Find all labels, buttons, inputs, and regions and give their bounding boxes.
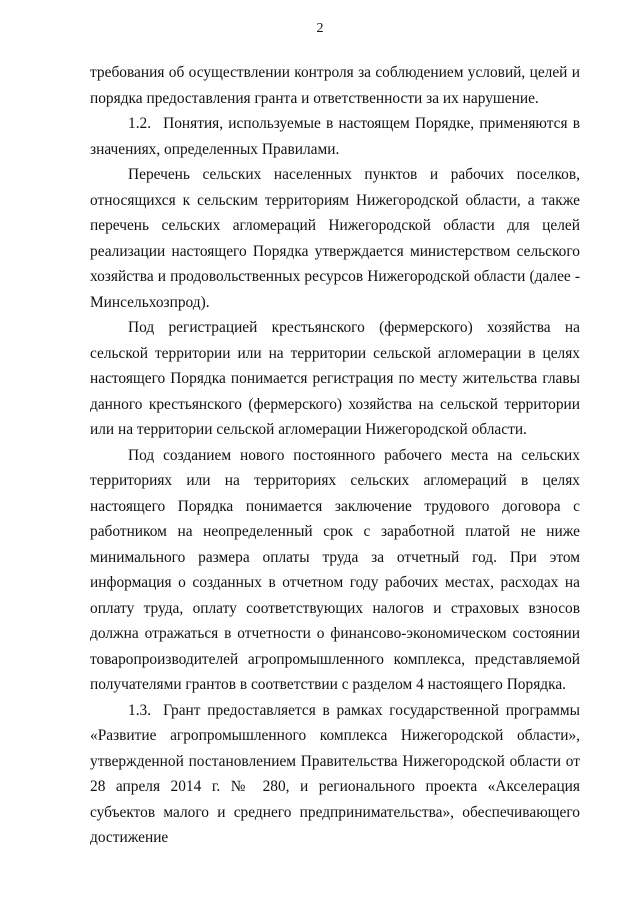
paragraph-1-2: [90, 111, 580, 162]
paragraph-continuation: требования об осуществлении контроля за соблюдением условий, целей и порядка предоставления гранта и ответственности за их нарушение.: [90, 64, 580, 107]
document-body: [90, 60, 580, 851]
paragraph-new-workplace: Под созданием нового постоянного рабочего места на сельских территориях или на территориях сельских агломераций в целях настоящего Порядка понимается заключение трудового договора с работником на неопределенный срок с заработной платой не ниже минимального размера оплаты труда за отчетный год. При этом информация о созданных в отчетном году рабочих местах, расходах на оплату труда, оплату соответствующих налогов и страховых взносов должна отражаться в отчетности о финансово-экономическом состоянии товаропроизводителей агропромышленного комплекса, представляемой получателями грантов в соответствии с разделом 4 настоящего Порядка.: [90, 446, 580, 693]
clause-text: Грант предоставляется в рамках государственной программы «Развитие агропромышленного комплекса Нижегородской области», утвержденной постановлением Правительства Нижегородской области от 28 апреля 2014 г. № 280, и регионального проекта «Акселерация субъектов малого и среднего предпринимательства», обеспечивающего достижение: [90, 701, 580, 846]
clause-number: 1.3.: [128, 701, 152, 719]
paragraph-1-3: [90, 698, 580, 851]
clause-number: 1.2.: [128, 115, 152, 132]
clause-text: Понятия, используемые в настоящем Порядке, применяются в значениях, определенных Правилами.: [90, 115, 580, 158]
page-number: 2: [316, 21, 324, 36]
paragraph-settlements-list: Перечень сельских населенных пунктов и рабочих поселков, относящихся к сельским территориям Нижегородской области, а также перечень сельских агломераций Нижегородской области для целей реализации настоящего Порядка утверждается министерством сельского хозяйства и продовольственных ресурсов Нижегородской области (далее - Минсельхозпрод).: [90, 166, 580, 311]
paragraph-farm-registration: Под регистрацией крестьянского (фермерского) хозяйства на сельской территории или на территории сельской агломерации в целях настоящего Порядка понимается регистрация по месту жительства главы данного крестьянского (фермерского) хозяйства на сельской территории или на территории сельской агломерации Нижегородской области.: [90, 319, 580, 438]
